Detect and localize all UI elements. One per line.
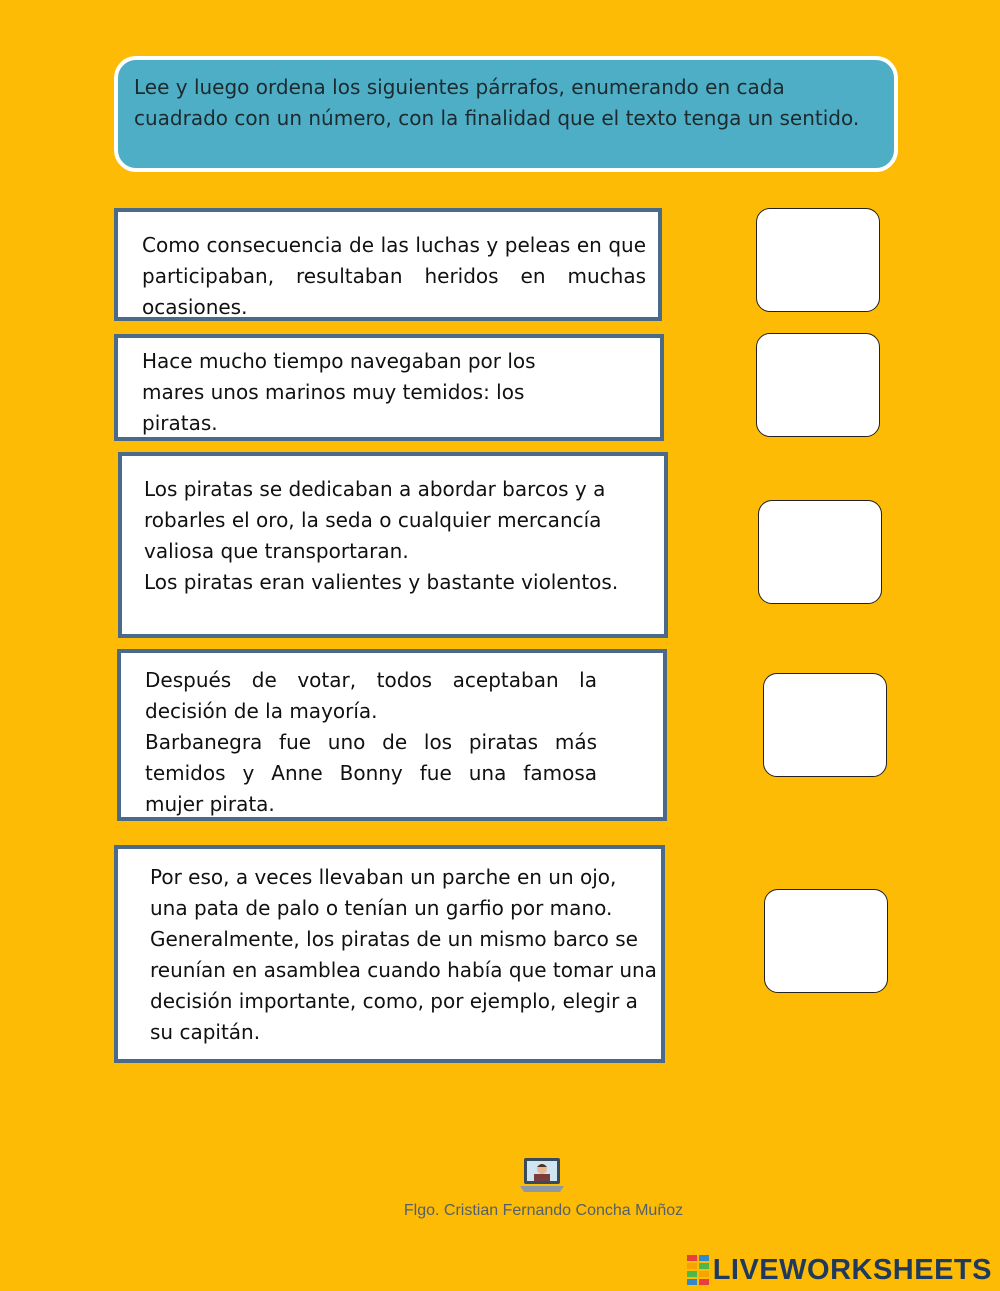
brand-name: LIVEWORKSHEETS (712, 1253, 992, 1286)
answer-box-3[interactable] (758, 500, 882, 604)
paragraph-box-5 (114, 845, 665, 1063)
paragraph-5-line-2: Generalmente, los piratas de un mismo barco se reunían en asamblea cuando había que tomar una decisión importante, como, por ejemplo, elegir a su capitán. (150, 927, 657, 1044)
liveworksheets-logo-icon (687, 1255, 709, 1285)
paragraph-4-line-2: Barbanegra fue uno de los piratas más temidos y Anne Bonny fue una famosa mujer pirata. (145, 730, 597, 816)
instructions-text: Lee y luego ordena los siguientes párrafos, enumerando en cada cuadrado con un número, con la finalidad que el texto tenga un sentido. (134, 75, 860, 130)
paragraph-box-3 (118, 452, 668, 638)
answer-box-4[interactable] (763, 673, 887, 777)
instructions-banner (114, 56, 898, 172)
teacher-laptop-icon (518, 1156, 566, 1196)
paragraph-5-line-1: Por eso, a veces llevaban un parche en un ojo, una pata de palo o tenían un garfio por mano. (150, 865, 617, 920)
liveworksheets-brand[interactable] (687, 1253, 992, 1287)
author-credit: Flgo. Cristian Fernando Concha Muñoz (403, 1202, 684, 1219)
paragraph-3-line-2: Los piratas eran valientes y bastante violentos. (144, 570, 619, 594)
answer-box-1[interactable] (756, 208, 880, 312)
answer-box-2[interactable] (756, 333, 880, 437)
answer-box-5[interactable] (764, 889, 888, 993)
paragraph-2-line-1: Hace mucho tiempo navegaban por los mares unos marinos muy temidos: los piratas. (142, 349, 536, 435)
paragraph-box-1 (114, 208, 662, 321)
paragraph-box-4 (117, 649, 667, 821)
paragraph-1-line-1: Como consecuencia de las luchas y peleas en que participaban, resultaban heridos en muchas ocasiones. (142, 233, 646, 319)
paragraph-3-line-1: Los piratas se dedicaban a abordar barcos y a robarles el oro, la seda o cualquier mercancía valiosa que transportaran. (144, 477, 606, 563)
paragraph-box-2 (114, 334, 664, 441)
paragraph-4-line-1: Después de votar, todos aceptaban la decisión de la mayoría. (145, 668, 597, 723)
